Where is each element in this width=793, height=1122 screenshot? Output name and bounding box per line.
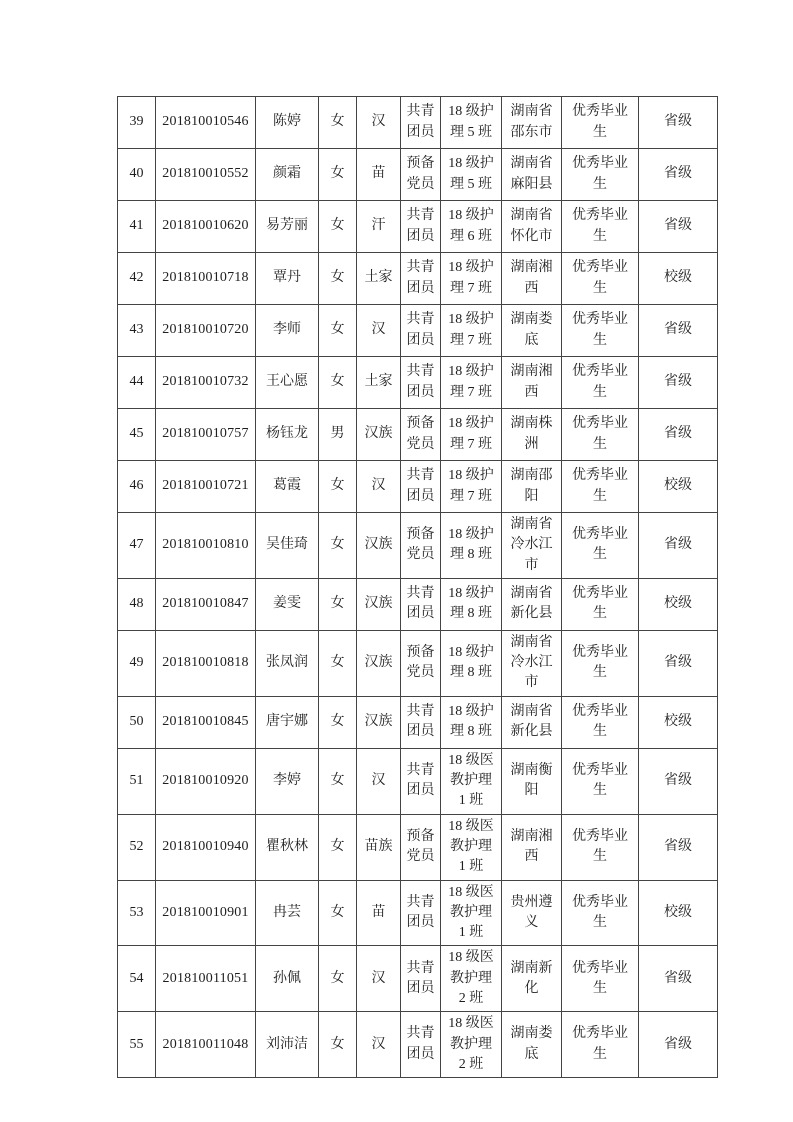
table-row	[118, 461, 718, 513]
cell-origin: 湖南省怀化市	[502, 201, 562, 253]
cell-origin: 湖南省冷水江市	[502, 630, 562, 696]
cell-ethnicity: 苗族	[357, 814, 401, 880]
cell-political-status: 共青团员	[401, 97, 441, 149]
cell-ethnicity: 苗	[357, 149, 401, 201]
cell-origin: 湖南衡阳	[502, 748, 562, 814]
cell-award: 优秀毕业生	[562, 630, 639, 696]
cell-class: 18 级护理 7 班	[441, 253, 502, 305]
cell-student-id: 201810010721	[156, 461, 256, 513]
cell-gender: 女	[319, 880, 357, 946]
cell-student-id: 201810011051	[156, 946, 256, 1012]
cell-origin: 湖南省新化县	[502, 696, 562, 748]
cell-num: 39	[118, 97, 156, 149]
cell-political-status: 预备党员	[401, 409, 441, 461]
table-row	[118, 97, 718, 149]
table-row	[118, 149, 718, 201]
cell-political-status: 共青团员	[401, 748, 441, 814]
cell-num: 50	[118, 696, 156, 748]
cell-ethnicity: 土家	[357, 253, 401, 305]
cell-level: 省级	[639, 97, 718, 149]
cell-ethnicity: 汉族	[357, 578, 401, 630]
cell-political-status: 预备党员	[401, 513, 441, 579]
cell-name: 颜霜	[256, 149, 319, 201]
cell-num: 54	[118, 946, 156, 1012]
cell-class: 18 级护理 5 班	[441, 149, 502, 201]
cell-class: 18 级护理 8 班	[441, 630, 502, 696]
table-row	[118, 357, 718, 409]
cell-name: 葛霞	[256, 461, 319, 513]
cell-gender: 女	[319, 578, 357, 630]
cell-gender: 女	[319, 253, 357, 305]
cell-award: 优秀毕业生	[562, 696, 639, 748]
table-row	[118, 253, 718, 305]
cell-origin: 湖南株洲	[502, 409, 562, 461]
cell-origin: 湖南新化	[502, 946, 562, 1012]
cell-num: 41	[118, 201, 156, 253]
cell-political-status: 共青团员	[401, 253, 441, 305]
cell-ethnicity: 苗	[357, 880, 401, 946]
cell-ethnicity: 汉	[357, 748, 401, 814]
cell-award: 优秀毕业生	[562, 880, 639, 946]
cell-ethnicity: 汉族	[357, 409, 401, 461]
cell-student-id: 201810011048	[156, 1012, 256, 1078]
cell-name: 刘沛洁	[256, 1012, 319, 1078]
cell-name: 覃丹	[256, 253, 319, 305]
cell-gender: 女	[319, 814, 357, 880]
cell-political-status: 预备党员	[401, 814, 441, 880]
cell-origin: 湖南娄底	[502, 1012, 562, 1078]
cell-gender: 女	[319, 513, 357, 579]
cell-student-id: 201810010620	[156, 201, 256, 253]
cell-class: 18 级护理 7 班	[441, 409, 502, 461]
cell-gender: 女	[319, 357, 357, 409]
cell-political-status: 共青团员	[401, 696, 441, 748]
cell-gender: 女	[319, 461, 357, 513]
cell-student-id: 201810010810	[156, 513, 256, 579]
cell-level: 省级	[639, 357, 718, 409]
table-row	[118, 630, 718, 696]
cell-name: 唐宇娜	[256, 696, 319, 748]
cell-level: 省级	[639, 946, 718, 1012]
cell-award: 优秀毕业生	[562, 814, 639, 880]
cell-num: 43	[118, 305, 156, 357]
cell-student-id: 201810010901	[156, 880, 256, 946]
cell-award: 优秀毕业生	[562, 578, 639, 630]
cell-level: 省级	[639, 814, 718, 880]
cell-origin: 湖南湘西	[502, 253, 562, 305]
cell-class: 18 级护理 7 班	[441, 461, 502, 513]
cell-student-id: 201810010552	[156, 149, 256, 201]
cell-gender: 女	[319, 696, 357, 748]
cell-political-status: 共青团员	[401, 880, 441, 946]
cell-gender: 女	[319, 1012, 357, 1078]
cell-gender: 女	[319, 97, 357, 149]
cell-class: 18 级护理 7 班	[441, 305, 502, 357]
cell-name: 王心愿	[256, 357, 319, 409]
cell-origin: 湖南省冷水江市	[502, 513, 562, 579]
cell-num: 53	[118, 880, 156, 946]
cell-name: 陈婷	[256, 97, 319, 149]
cell-award: 优秀毕业生	[562, 946, 639, 1012]
cell-political-status: 预备党员	[401, 149, 441, 201]
cell-num: 48	[118, 578, 156, 630]
cell-ethnicity: 汉族	[357, 513, 401, 579]
cell-level: 校级	[639, 696, 718, 748]
cell-gender: 男	[319, 409, 357, 461]
cell-political-status: 共青团员	[401, 461, 441, 513]
cell-award: 优秀毕业生	[562, 149, 639, 201]
cell-award: 优秀毕业生	[562, 1012, 639, 1078]
table-row	[118, 513, 718, 579]
table-row	[118, 880, 718, 946]
cell-name: 吴佳琦	[256, 513, 319, 579]
cell-origin: 湖南邵阳	[502, 461, 562, 513]
cell-origin: 湖南省新化县	[502, 578, 562, 630]
cell-class: 18 级医教护理 1 班	[441, 814, 502, 880]
graduates-table-body	[118, 97, 718, 1078]
cell-name: 张凤润	[256, 630, 319, 696]
cell-num: 44	[118, 357, 156, 409]
cell-political-status: 共青团员	[401, 946, 441, 1012]
cell-level: 省级	[639, 409, 718, 461]
cell-name: 冉芸	[256, 880, 319, 946]
cell-political-status: 共青团员	[401, 357, 441, 409]
cell-num: 52	[118, 814, 156, 880]
cell-ethnicity: 汉	[357, 305, 401, 357]
cell-name: 李婷	[256, 748, 319, 814]
cell-award: 优秀毕业生	[562, 409, 639, 461]
cell-num: 49	[118, 630, 156, 696]
cell-level: 省级	[639, 748, 718, 814]
cell-student-id: 201810010847	[156, 578, 256, 630]
cell-student-id: 201810010940	[156, 814, 256, 880]
table-row	[118, 409, 718, 461]
cell-origin: 湖南省邵东市	[502, 97, 562, 149]
cell-level: 省级	[639, 149, 718, 201]
cell-level: 省级	[639, 630, 718, 696]
cell-origin: 湖南湘西	[502, 814, 562, 880]
cell-gender: 女	[319, 201, 357, 253]
cell-class: 18 级护理 8 班	[441, 513, 502, 579]
cell-ethnicity: 汉	[357, 1012, 401, 1078]
cell-name: 姜雯	[256, 578, 319, 630]
cell-origin: 湖南省麻阳县	[502, 149, 562, 201]
cell-ethnicity: 汗	[357, 201, 401, 253]
cell-class: 18 级护理 8 班	[441, 696, 502, 748]
cell-name: 瞿秋林	[256, 814, 319, 880]
cell-num: 40	[118, 149, 156, 201]
cell-award: 优秀毕业生	[562, 305, 639, 357]
cell-class: 18 级护理 6 班	[441, 201, 502, 253]
cell-class: 18 级医教护理 1 班	[441, 748, 502, 814]
table-row	[118, 201, 718, 253]
cell-class: 18 级医教护理 2 班	[441, 946, 502, 1012]
cell-level: 校级	[639, 461, 718, 513]
cell-class: 18 级医教护理 1 班	[441, 880, 502, 946]
cell-ethnicity: 汉	[357, 461, 401, 513]
cell-political-status: 共青团员	[401, 305, 441, 357]
cell-class: 18 级医教护理 2 班	[441, 1012, 502, 1078]
cell-name: 李师	[256, 305, 319, 357]
cell-political-status: 共青团员	[401, 1012, 441, 1078]
cell-level: 省级	[639, 513, 718, 579]
cell-political-status: 共青团员	[401, 201, 441, 253]
cell-num: 47	[118, 513, 156, 579]
cell-level: 省级	[639, 1012, 718, 1078]
cell-level: 校级	[639, 880, 718, 946]
table-row	[118, 1012, 718, 1078]
cell-award: 优秀毕业生	[562, 461, 639, 513]
cell-origin: 湖南湘西	[502, 357, 562, 409]
cell-class: 18 级护理 8 班	[441, 578, 502, 630]
cell-num: 42	[118, 253, 156, 305]
cell-level: 校级	[639, 578, 718, 630]
cell-student-id: 201810010845	[156, 696, 256, 748]
table-row	[118, 946, 718, 1012]
cell-num: 45	[118, 409, 156, 461]
table-row	[118, 696, 718, 748]
cell-num: 46	[118, 461, 156, 513]
cell-level: 校级	[639, 253, 718, 305]
cell-award: 优秀毕业生	[562, 97, 639, 149]
cell-award: 优秀毕业生	[562, 253, 639, 305]
cell-gender: 女	[319, 149, 357, 201]
table-row	[118, 748, 718, 814]
cell-level: 省级	[639, 305, 718, 357]
cell-ethnicity: 汉	[357, 946, 401, 1012]
cell-ethnicity: 汉族	[357, 696, 401, 748]
table-row	[118, 814, 718, 880]
cell-class: 18 级护理 5 班	[441, 97, 502, 149]
cell-student-id: 201810010720	[156, 305, 256, 357]
cell-num: 51	[118, 748, 156, 814]
cell-award: 优秀毕业生	[562, 201, 639, 253]
cell-gender: 女	[319, 748, 357, 814]
table-row	[118, 578, 718, 630]
cell-student-id: 201810010718	[156, 253, 256, 305]
cell-name: 易芳丽	[256, 201, 319, 253]
cell-ethnicity: 土家	[357, 357, 401, 409]
cell-origin: 湖南娄底	[502, 305, 562, 357]
cell-name: 孙佩	[256, 946, 319, 1012]
cell-gender: 女	[319, 305, 357, 357]
cell-gender: 女	[319, 630, 357, 696]
cell-political-status: 共青团员	[401, 578, 441, 630]
cell-num: 55	[118, 1012, 156, 1078]
cell-gender: 女	[319, 946, 357, 1012]
cell-ethnicity: 汉	[357, 97, 401, 149]
cell-student-id: 201810010920	[156, 748, 256, 814]
cell-student-id: 201810010546	[156, 97, 256, 149]
cell-name: 杨钰龙	[256, 409, 319, 461]
cell-student-id: 201810010757	[156, 409, 256, 461]
cell-student-id: 201810010732	[156, 357, 256, 409]
cell-ethnicity: 汉族	[357, 630, 401, 696]
graduates-award-table	[117, 96, 718, 1078]
table-row	[118, 305, 718, 357]
cell-origin: 贵州遵义	[502, 880, 562, 946]
cell-level: 省级	[639, 201, 718, 253]
cell-award: 优秀毕业生	[562, 513, 639, 579]
cell-award: 优秀毕业生	[562, 748, 639, 814]
cell-student-id: 201810010818	[156, 630, 256, 696]
cell-award: 优秀毕业生	[562, 357, 639, 409]
cell-political-status: 预备党员	[401, 630, 441, 696]
cell-class: 18 级护理 7 班	[441, 357, 502, 409]
